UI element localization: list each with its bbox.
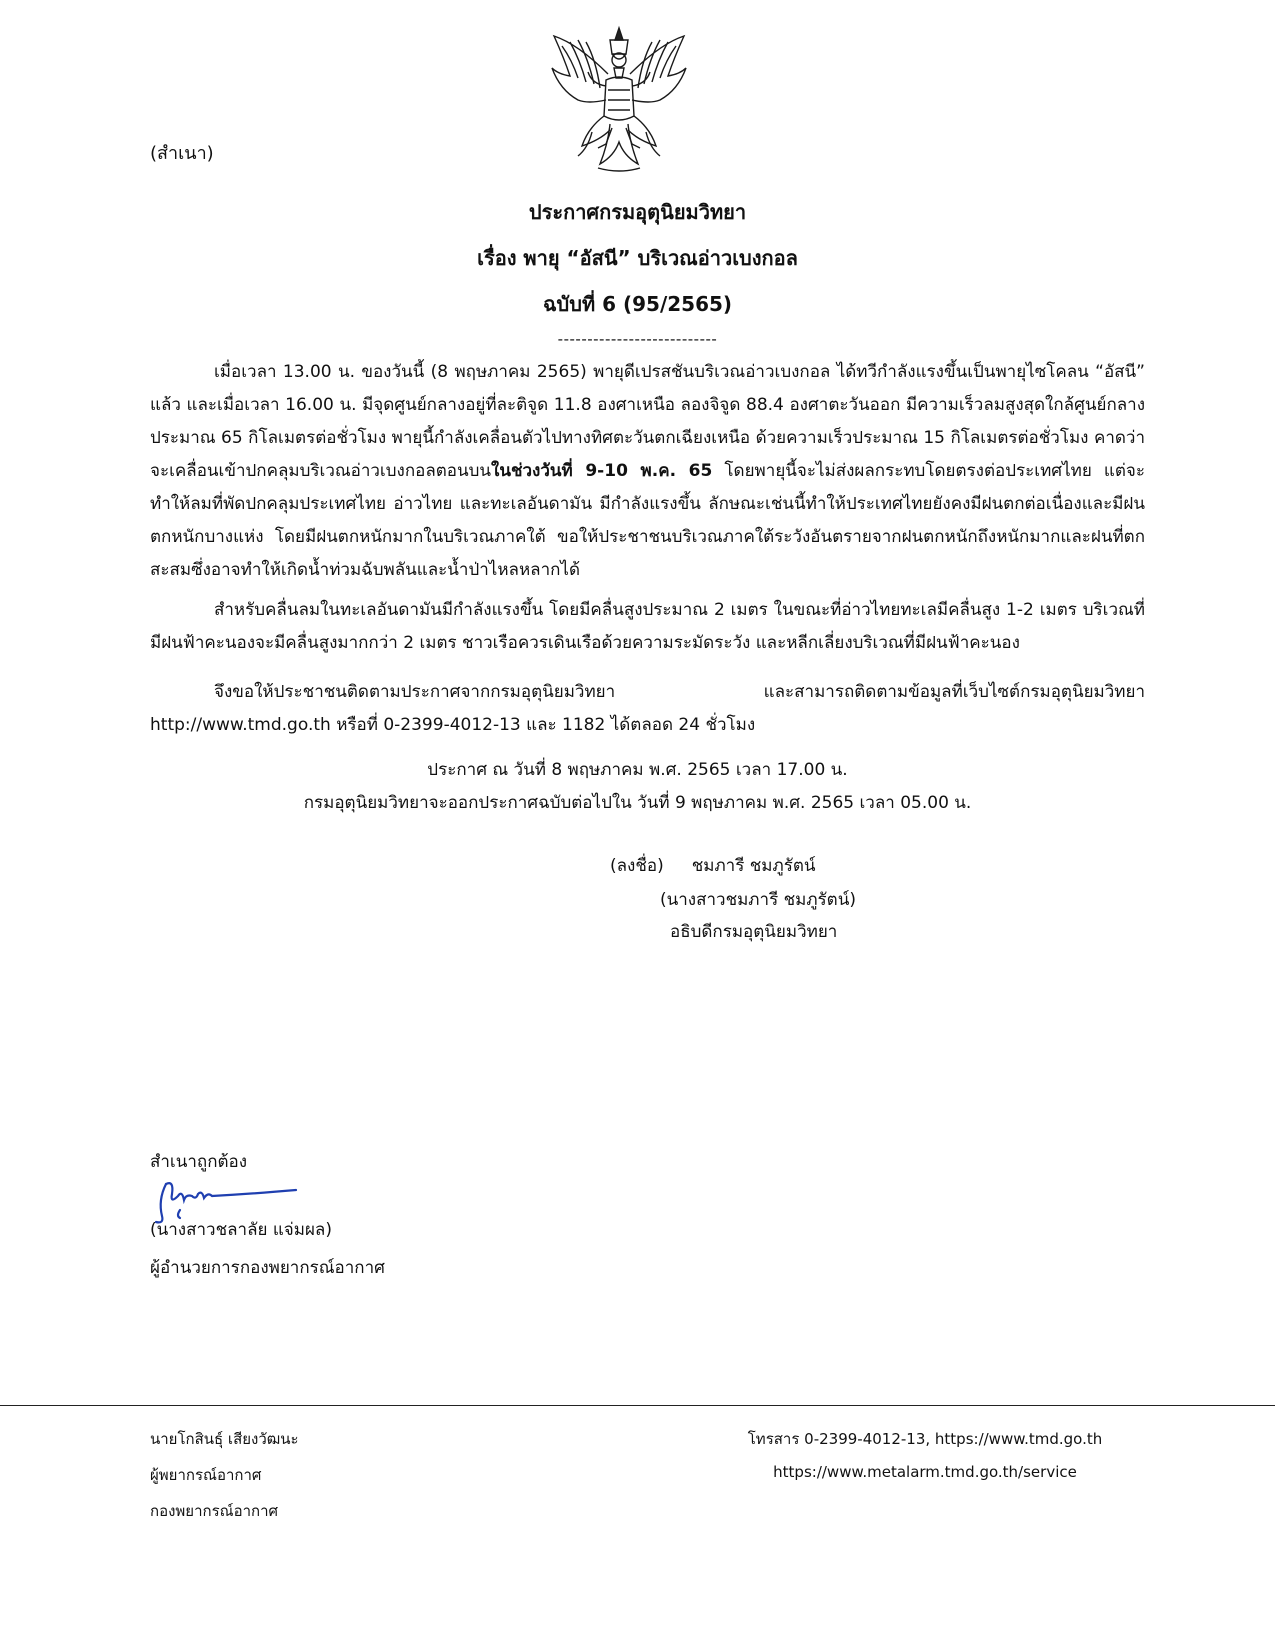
footer-divider bbox=[0, 1405, 1275, 1406]
paragraph-follow-info: จึงขอให้ประชาชนติดตามประกาศจากกรมอุตุนิยมวิทยา และสามารถติดตามข้อมูลที่เว็บไซต์กรมอุตุนิยมวิทยา http://www.tmd.go.th หรือที่ 0-2399-4012-13 และ 1182 ได้ตลอด 24 ชั่วโมง bbox=[150, 682, 1145, 735]
paragraph-storm-date-bold: ในช่วงวันที่ 9-10 พ.ค. 65 bbox=[491, 461, 713, 481]
signature-position: อธิบดีกรมอุตุนิยมวิทยา bbox=[670, 922, 838, 942]
issue-number: ฉบับที่ 6 (95/2565) bbox=[542, 292, 733, 316]
forecaster-role: ผู้พยากรณ์อากาศ bbox=[150, 1466, 262, 1484]
announce-date: ประกาศ ณ วันที่ 8 พฤษภาคม พ.ศ. 2565 เวลา 17.00 น. bbox=[427, 760, 848, 780]
copy-label: (สำเนา) bbox=[150, 143, 214, 164]
signature-full-name: (นางสาวชมภารี ชมภูรัตน์) bbox=[660, 890, 856, 910]
announcement-title: ประกาศกรมอุตุนิยมวิทยา bbox=[528, 200, 747, 224]
announcement-subject: เรื่อง พายุ “อัสนี” บริเวณอ่าวเบงกอล bbox=[477, 246, 798, 270]
footer-contact: โทรสาร 0-2399-4012-13, https://www.tmd.go.th bbox=[747, 1430, 1103, 1448]
certifier-name: (นางสาวชลาลัย แจ่มผล) bbox=[150, 1220, 332, 1240]
next-issue-notice: กรมอุตุนิยมวิทยาจะออกประกาศฉบับต่อไปใน วันที่ 9 พฤษภาคม พ.ศ. 2565 เวลา 05.00 น. bbox=[303, 793, 972, 813]
paragraph-storm-details bbox=[150, 356, 1145, 587]
signature-row bbox=[610, 852, 816, 879]
certified-copy-label: สำเนาถูกต้อง bbox=[150, 1152, 248, 1172]
signature-name: ชมภารี ชมภูรัตน์ bbox=[691, 856, 816, 876]
paragraph-sea-waves: สำหรับคลื่นลมในทะเลอันดามันมีกำลังแรงขึ้น โดยมีคลื่นสูงประมาณ 2 เมตร ในขณะที่อ่าวไทยทะเลมีคลื่นสูง 1-2 เมตร บริเวณที่มีฝนฟ้าคะนองจะมีคลื่นสูงมากกว่า 2 เมตร ชาวเรือควรเดินเรือด้วยความระมัดระวัง และหลีกเลี่ยงบริเวณที่มีฝนฟ้าคะนอง bbox=[150, 600, 1145, 653]
signature-label: (ลงชื่อ) bbox=[610, 856, 664, 876]
footer-service-link[interactable]: https://www.metalarm.tmd.go.th/service bbox=[773, 1463, 1077, 1481]
certifier-position: ผู้อำนวยการกองพยากรณ์อากาศ bbox=[150, 1258, 385, 1278]
forecaster-division: กองพยากรณ์อากาศ bbox=[150, 1502, 279, 1520]
paragraph-storm-text-a: เมื่อเวลา 13.00 น. ของวันนี้ (8 พฤษภาคม 2565) พายุดีเปรสชันบริเวณอ่าวเบงกอล ได้ทวีกำลังแรงขึ้นเป็นพายุไซโคลน “อัสนี” แล้ว และเมื่อเวลา 16.00 น. มีจุดศูนย์กลางอยู่ที่ละติจูด 11.8 องศาเหนือ ลองจิจูด 88.4 องศาตะวันออก มีความเร็วลมสูงสุดใกล้ศูนย์กลางประมาณ 65 กิโลเมตรต่อชั่วโมง พายุนี้กำลังเคลื่อนตัวไปทางทิศตะวันตกเฉียงเหนือ ด้วยความเร็วประมาณ 15 กิโลเมตรต่อชั่วโมง คาดว่าจะเคลื่อนเข้าปกคลุมบริเวณอ่าวเบงกอลตอนบน bbox=[150, 362, 1145, 481]
forecaster-name: นายโกสินธุ์ เสียงวัฒนะ bbox=[150, 1430, 299, 1448]
paragraph-storm-text-b: โดยพายุนี้จะไม่ส่งผลกระทบโดยตรงต่อประเทศไทย แต่จะทำให้ลมที่พัดปกคลุมประเทศไทย อ่าวไทย และทะเลอันดามัน มีกำลังแรงขึ้น ลักษณะเช่นนี้ทำให้ประเทศไทยยังคงมีฝนตกต่อเนื่องและมีฝนตกหนักบางแห่ง โดยมีฝนตกหนักมากในบริเวณภาคใต้ ขอให้ประชาชนบริเวณภาคใต้ระวังอันตรายจากฝนตกหนักถึงหนักมากและฝนที่ตกสะสมซึ่งอาจทำให้เกิดน้ำท่วมฉับพลันและน้ำป่าไหลหลากได้ bbox=[150, 461, 1145, 580]
separator-line: --------------------------- bbox=[557, 330, 718, 348]
garuda-emblem-icon bbox=[548, 24, 690, 176]
